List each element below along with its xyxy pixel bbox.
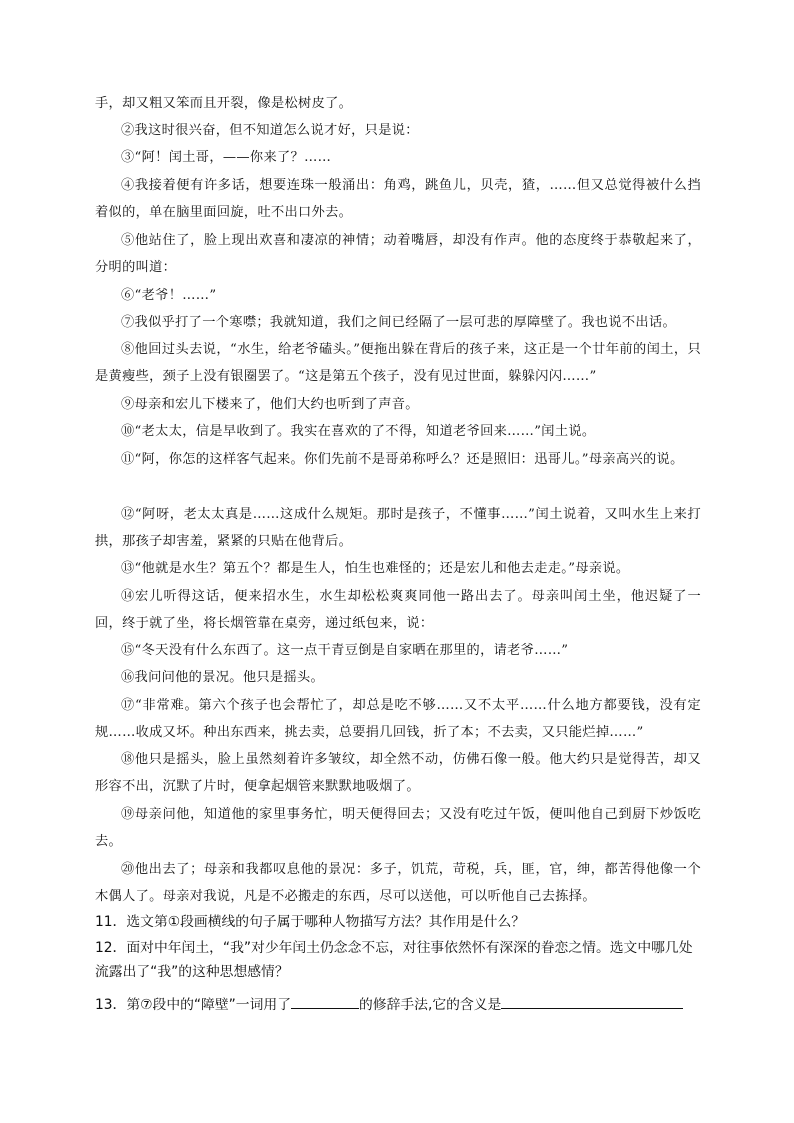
passage-paragraph-4: ④我接着便有许多话，想要连珠一般涌出：角鸡，跳鱼儿，贝壳，猹，……但又总觉得被什么挡着似的，单在脑里面回旋，吐不出口外去。	[95, 178, 701, 221]
passage-paragraph-8: ⑧他回过头去说，“水生，给老爷磕头。”便拖出躲在背后的孩子来，这正是一个廿年前的闰土，只是黄瘦些，颈子上没有银圈罢了。“这是第五个孩子，没有见过世面，躲躲闪闪……”	[95, 342, 701, 385]
passage-paragraph-1: 手，却又粗又笨而且开裂，像是松树皮了。	[95, 96, 353, 111]
passage-paragraph-19: ⑲母亲问他，知道他的家里事务忙，明天便得回去；又没有吃过午饭，便叫他自己到厨下炒饭吃去。	[95, 807, 701, 850]
question-12: 12．面对中年闰土，“我”对少年闰土仍念念不忘，对往事依然怀有深深的眷恋之情。选文中哪几处流露出了“我”的这种思想感情？	[95, 940, 693, 980]
passage-paragraph-3: ③“阿！闰土哥，——你来了？……	[121, 150, 332, 165]
question-13-prefix: 13．第⑦段中的“障壁”一词用了	[95, 997, 291, 1013]
question-13-middle: 的修辞手法,它的含义是	[359, 997, 502, 1013]
answer-blank-rhetoric[interactable]	[291, 994, 359, 1009]
passage-paragraph-18: ⑱他只是摇头，脸上虽然刻着许多皱纹，却全然不动，仿佛石像一般。他大约只是觉得苦，却又形容不出，沉默了片时，便拿起烟管来默默地吸烟了。	[95, 752, 701, 795]
passage-paragraph-10: ⑩“老太太，信是早收到了。我实在喜欢的了不得，知道老爷回来……”闰土说。	[121, 424, 596, 439]
passage-paragraph-6: ⑥“老爷！……”	[121, 288, 217, 303]
passage-paragraph-11: ⑪“阿，你怎的这样客气起来。你们先前不是哥弟称呼么？还是照旧：迅哥儿。”母亲高兴的说。	[121, 452, 684, 467]
passage-paragraph-17: ⑰“非常难。第六个孩子也会帮忙了，却总是吃不够……又不太平……什么地方都要钱，没有定规……收成又坏。种出东西来，挑去卖，总要捐几回钱，折了本；不去卖，又只能烂掉……”	[95, 698, 701, 741]
passage-paragraph-14: ⑭宏儿听得这话，便来招水生，水生却松松爽爽同他一路出去了。母亲叫闰土坐，他迟疑了一回，终于就了坐，将长烟管靠在桌旁，递过纸包来，说：	[95, 589, 701, 632]
passage-paragraph-2: ②我这时很兴奋，但不知道怎么说才好，只是说：	[121, 123, 419, 138]
passage-paragraph-16: ⑯我问问他的景况。他只是摇头。	[121, 670, 325, 685]
passage-paragraph-12: ⑫“阿呀，老太太真是……这成什么规矩。那时是孩子，不懂事……”闰土说着，又叫水生上来打拱，那孩子却害羞，紧紧的只贴在他背后。	[95, 507, 701, 550]
passage-paragraph-20: ⑳他出去了；母亲和我都叹息他的景况：多子，饥荒，苛税，兵，匪，官，绅，都苦得他像一个木偶人了。母亲对我说，凡是不必搬走的东西，尽可以送他，可以听他自己去拣择。	[95, 862, 701, 905]
passage-paragraph-9: ⑨母亲和宏儿下楼来了，他们大约也听到了声音。	[121, 397, 419, 412]
passage-paragraph-15: ⑮“冬天没有什么东西了。这一点干青豆倒是自家晒在那里的，请老爷……”	[121, 643, 569, 658]
passage-paragraph-13: ⑬“他就是水生？第五个？都是生人，怕生也难怪的；还是宏儿和他去走走。”母亲说。	[121, 561, 630, 576]
passage-paragraph-5: ⑤他站住了，脸上现出欢喜和凄凉的神情；动着嘴唇，却没有作声。他的态度终于恭敬起来了，分明的叫道：	[95, 233, 701, 276]
passage-paragraph-7: ⑦我似乎打了一个寒噤；我就知道，我们之间已经隔了一层可悲的厚障壁了。我也说不出话。	[121, 315, 677, 330]
question-13	[95, 993, 701, 1017]
answer-blank-meaning[interactable]	[501, 994, 683, 1009]
question-11: 11．选文第①段画横线的句子属于哪种人物描写方法？其作用是什么？	[95, 914, 526, 930]
